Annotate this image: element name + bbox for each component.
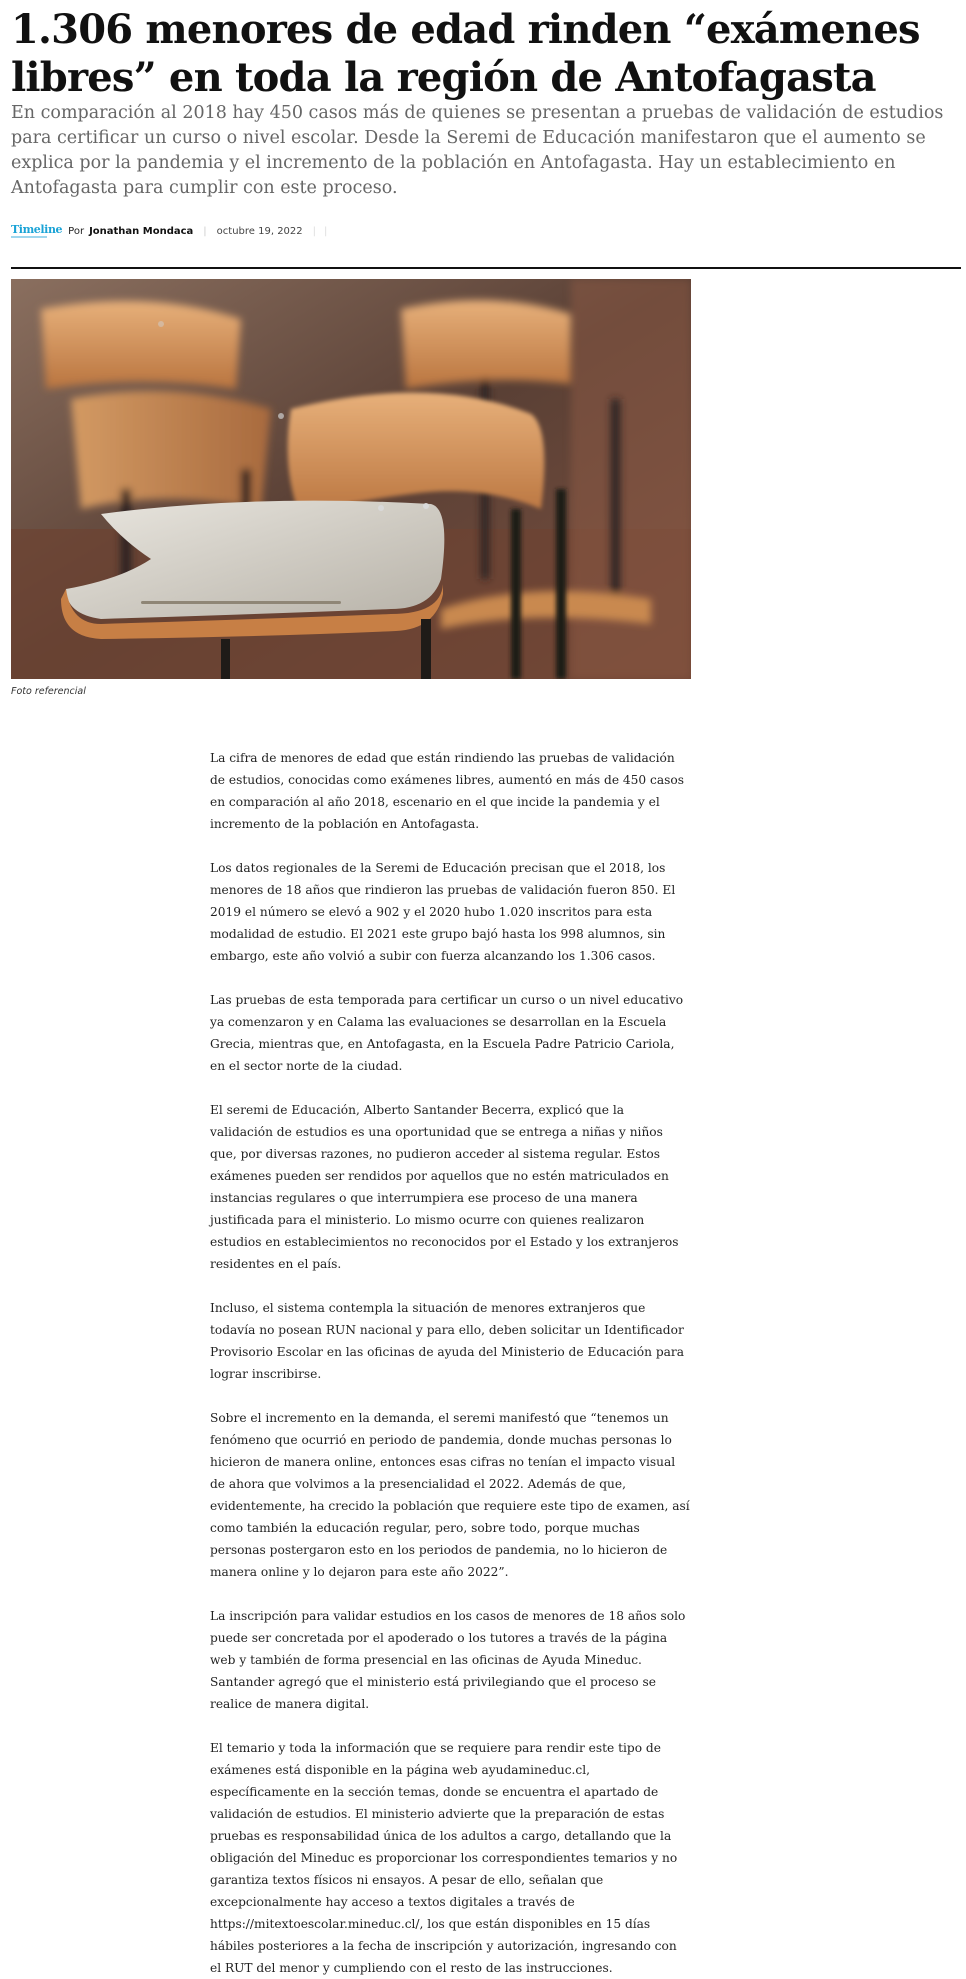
photo-caption: Foto referencial xyxy=(11,686,86,697)
photo-illustration xyxy=(11,279,691,679)
brand-underline xyxy=(11,236,47,238)
article-paragraph: Los datos regionales de la Seremi de Educación precisan que el 2018, los menores de 18 años que rindieron las pruebas de validación fueron 850. El 2019 el número se elevó a 902 y el 2020 hubo 1.020 inscritos para esta modalidad de estudio. El 2021 este grupo bajó hasta los 998 alumnos, sin embargo, este año volvió a subir con fuerza alcanzando los 1.306 casos. xyxy=(210,861,676,963)
article-paragraph: La inscripción para validar estudios en los casos de menores de 18 años solo puede ser concretada por el apoderado o los tutores a través de la página web y también de forma presencial en las oficinas de Ayuda Mineduc. Santander agregó que el ministerio está privilegiando que el proceso se realice de manera digital. xyxy=(210,1609,686,1711)
article-paragraph: Incluso, el sistema contempla la situación de menores extranjeros que todavía no posean RUN nacional y para ello, deben solicitar un Identificador Provisorio Escolar en las oficinas de ayuda del Ministerio de Educación para lograr inscribirse. xyxy=(210,1301,685,1381)
article-body xyxy=(210,747,690,1979)
author-link[interactable]: Jonathan Mondaca xyxy=(89,225,194,237)
article-paragraph: Las pruebas de esta temporada para certificar un curso o un nivel educativo ya comenzaron y en Calama las evaluaciones se desarrollan en la Escuela Grecia, mientras que, en Antofagasta, en la Escuela Padre Patricio Cariola, en el sector norte de la ciudad. xyxy=(210,993,684,1073)
brand-logo[interactable] xyxy=(11,224,62,238)
article-headline: 1.306 menores de edad rinden “exámenes libres” en toda la región de Antofagasta xyxy=(11,6,920,101)
byline-label: Por xyxy=(68,225,85,237)
meta-separator: | xyxy=(324,225,328,237)
brand-name: Timeline xyxy=(11,223,63,236)
meta-separator: | xyxy=(312,225,317,237)
article-paragraph: La cifra de menores de edad que están rindiendo las pruebas de validación de estudios, conocidas como exámenes libres, aumentó en más de 450 casos en comparación al año 2018, escenario en el que incide la pandemia y el incremento de la población en Antofagasta. xyxy=(210,751,684,831)
publish-date: octubre 19, 2022 xyxy=(216,225,303,237)
article-meta xyxy=(11,223,327,239)
article-paragraph: El seremi de Educación, Alberto Santander Becerra, explicó que la validación de estudios es una oportunidad que se entrega a niñas y niños que, por diversas razones, no pudieron acceder al sistema regular. Estos exámenes pueden ser rendidos por aquellos que no estén matriculados en instancias regulares o que interrumpiera ese proceso de una manera justificada para el ministerio. Lo mismo ocurre con quienes realizaron estudios en establecimientos no reconocidos por el Estado y los extranjeros residentes en el país. xyxy=(210,1103,679,1271)
meta-separator: | xyxy=(203,225,207,237)
article-deck: En comparación al 2018 hay 450 casos más de quienes se presentan a pruebas de validación de estudios para certificar un curso o nivel escolar. Desde la Seremi de Educación manifestaron que el aumento se explica por la pandemia y el incremento de la población en Antofagasta. Hay un establecimiento en Antofagasta para cumplir con este proceso. xyxy=(11,103,944,198)
header-divider xyxy=(11,267,961,269)
article-paragraph: El temario y toda la información que se requiere para rendir este tipo de exámenes está disponible en la página web ayudamineduc.cl, específicamente en la sección temas, donde se encuentra el apartado de validación de estudios. El ministerio advierte que la preparación de estas pruebas es responsabilidad única de los adultos a cargo, detallando que la obligación del Mineduc es proporcionar los correspondientes temarios y no garantiza textos físicos ni ensayos. A pesar de ello, señalan que excepcionalmente hay acceso a textos digitales a través de https://mitextoescolar.mineduc.cl/, los que están disponibles en 15 días hábiles posteriores a la fecha de inscripción y autorización, ingresando con el RUT del menor y cumpliendo con el resto de las instrucciones. xyxy=(210,1741,678,1975)
classroom-desks-photo xyxy=(11,279,691,679)
article-paragraph: Sobre el incremento en la demanda, el seremi manifestó que “tenemos un fenómeno que ocurrió en periodo de pandemia, donde muchas personas lo hicieron de manera online, entonces esas cifras no tenían el impacto visual de ahora que volvimos a la presencialidad el 2022. Además de que, evidentemente, ha crecido la población que requiere este tipo de examen, así como también la educación regular, pero, sobre todo, porque muchas personas postergaron esto en los periodos de pandemia, no lo hicieron de manera online y lo dejaron para este año 2022”. xyxy=(210,1411,690,1579)
